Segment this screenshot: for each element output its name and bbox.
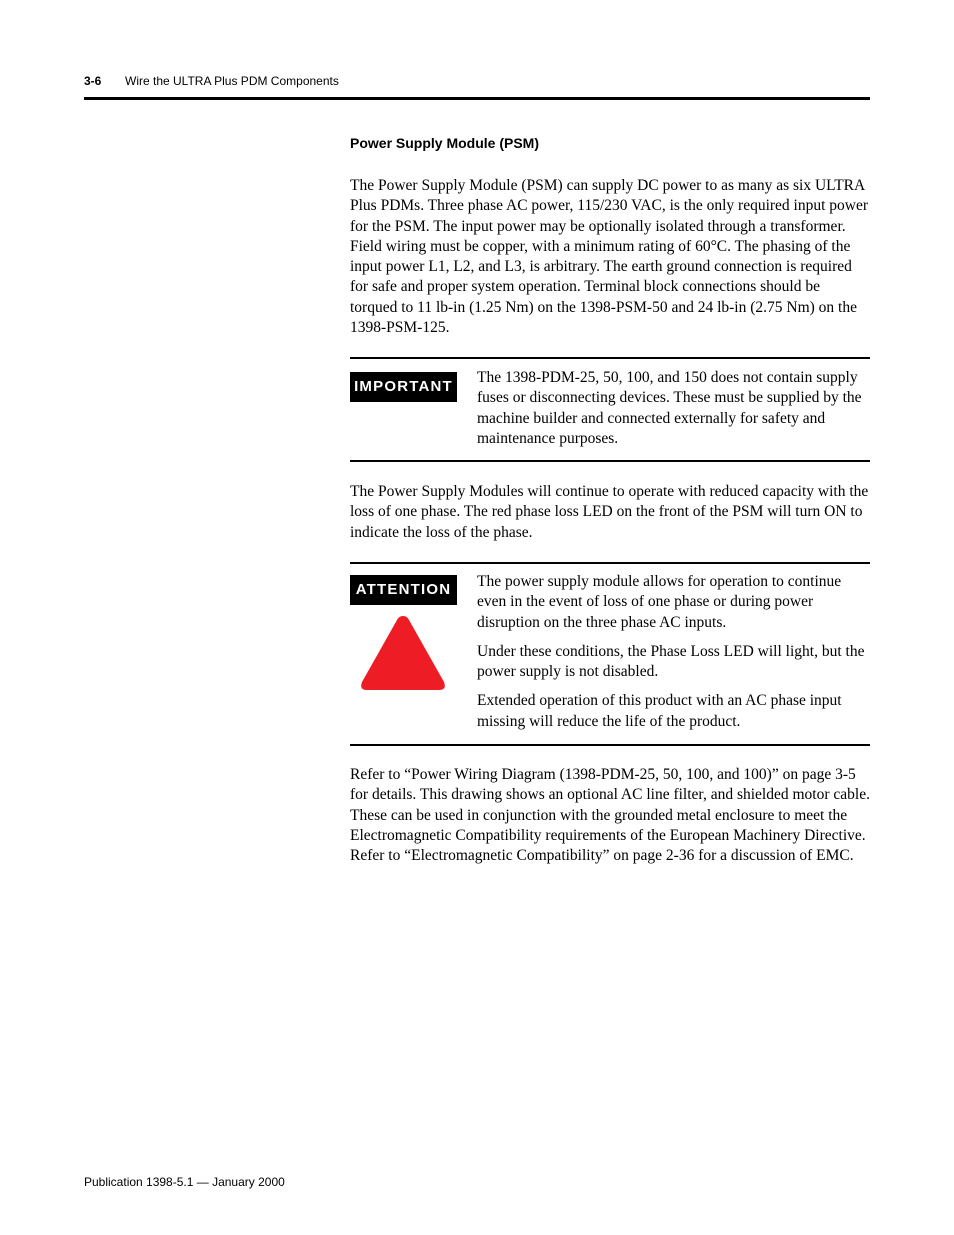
callout-bottom-rule [350, 744, 870, 746]
important-callout [350, 357, 870, 465]
page-number: 3-6 [84, 74, 102, 88]
attention-label: ATTENTION [350, 575, 457, 605]
refer-paragraph: Refer to “Power Wiring Diagram (1398-PDM-25, 50, 100, and 100)” on page 3-5 for details. This drawing shows an optional AC line filter, and shielded motor cable. These can be used in conjunction with the grounded metal enclosure to meet the Electromagnetic Compatibility requirements of the European Machinery Directive. Refer to “Electromagnetic Compatibility” on page 2-36 for a discussion of EMC. [350, 766, 870, 865]
section-title: Power Supply Module (PSM) [350, 135, 540, 151]
callout-top-rule [350, 562, 870, 564]
callout-top-rule [350, 357, 870, 359]
header-rule [84, 97, 870, 100]
attention-text-2: Under these conditions, the Phase Loss LED will light, but the power supply is not disabled. [477, 642, 865, 681]
page-header [84, 74, 870, 96]
important-text-block [477, 368, 870, 458]
important-label: IMPORTANT [350, 372, 457, 402]
warning-triangle-icon [358, 612, 448, 694]
attention-text-3: Extended operation of this product with an AC phase input missing will reduce the life of the product. [477, 692, 842, 730]
intro-paragraph: The Power Supply Module (PSM) can supply DC power to as many as six ULTRA Plus PDMs. Three phase AC power, 115/230 VAC, is the only required input power for the PSM. The input power may be optionally isolated through a transformer. Field wiring must be copper, with a minimum rating of 60°C. The phasing of the input power L1, L2, and L3, is arbitrary. The earth ground connection is required for safe and proper system operation. Terminal block connections should be torqued to 11 lb-in (1.25 Nm) on the 1398-PSM-50 and 24 lb-in (2.75 Nm) on the 1398-PSM-125. [350, 177, 869, 337]
attention-text-1: The power supply module allows for operation to continue even in the event of loss of one phase or during power disruption on the three phase AC inputs. [477, 573, 842, 631]
important-text: The 1398-PDM-25, 50, 100, and 150 does not contain supply fuses or disconnecting devices. These must be supplied by the machine builder and connected externally for safety and maintenance purposes. [477, 369, 862, 447]
page-footer: Publication 1398-5.1 — January 2000 [84, 1175, 285, 1189]
callout-bottom-rule [350, 460, 870, 462]
attention-callout [350, 562, 870, 750]
attention-text-block [477, 572, 870, 741]
chapter-title: Wire the ULTRA Plus PDM Components [125, 74, 339, 88]
phase-loss-paragraph: The Power Supply Modules will continue to operate with reduced capacity with the loss of one phase. The red phase loss LED on the front of the PSM will turn ON to indicate the loss of the phase. [350, 483, 869, 541]
